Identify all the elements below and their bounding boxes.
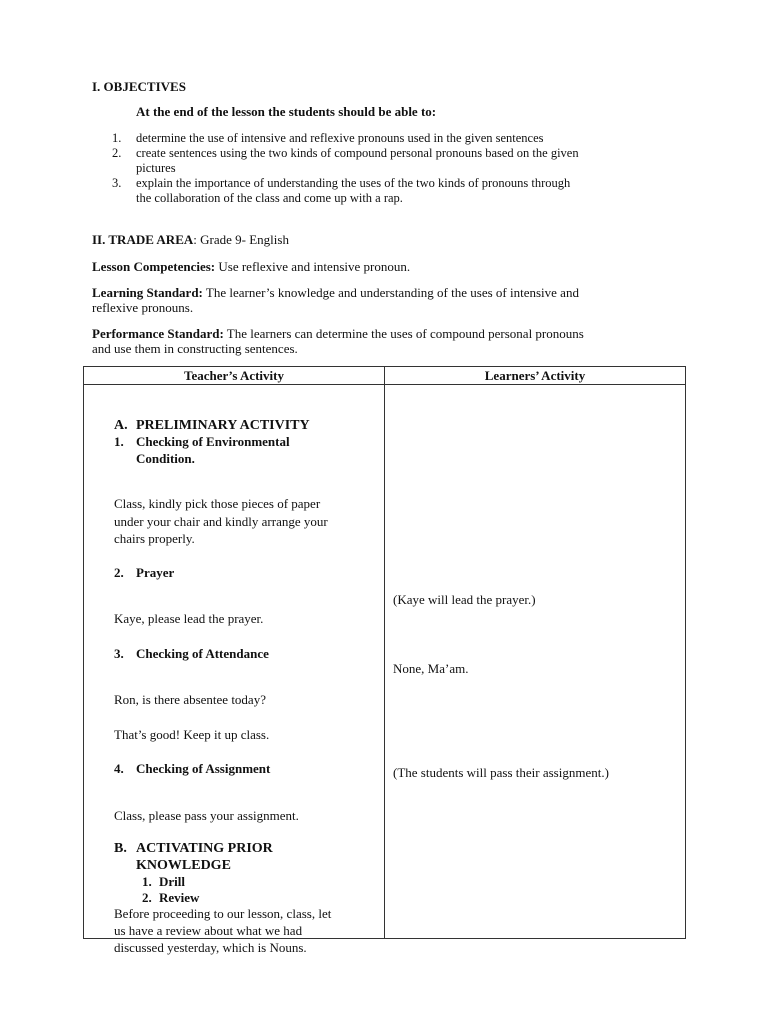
learners-activity-header: Learners’ Activity <box>385 367 686 385</box>
objective-number: 1. <box>112 131 122 145</box>
step-title: Prayer <box>136 565 175 580</box>
objective-text: the collaboration of the class and come up with a rap. <box>136 191 403 205</box>
learning-standard-text-cont: reflexive pronouns. <box>92 300 194 315</box>
step-title: Checking of Attendance <box>136 646 269 661</box>
teacher-instruction: Class, kindly pick those pieces of paper <box>114 496 321 511</box>
objective-number: 3. <box>112 176 122 190</box>
learning-standard <box>92 285 579 301</box>
table-row <box>84 385 686 939</box>
objective-number: 2. <box>112 146 122 160</box>
step-title: Checking of Environmental <box>136 434 290 449</box>
teacher-instruction: discussed yesterday, which is Nouns. <box>114 940 307 955</box>
competencies-label: Lesson Competencies: <box>92 259 216 274</box>
teacher-instruction: Before proceeding to our lesson, class, let <box>114 906 332 921</box>
trade-area-value: : Grade 9- English <box>193 232 289 247</box>
step-number: 1. <box>114 434 124 449</box>
lesson-competencies <box>92 259 410 275</box>
objectives-intro: At the end of the lesson the students should be able to: <box>136 104 437 119</box>
section-a-title: PRELIMINARY ACTIVITY <box>136 418 310 433</box>
competencies-value: Use reflexive and intensive pronoun. <box>215 259 411 274</box>
learner-response: (Kaye will lead the prayer.) <box>393 592 536 607</box>
objective-text: create sentences using the two kinds of compound personal pronouns based on the given <box>136 146 579 160</box>
learner-response: (The students will pass their assignment.) <box>393 765 609 780</box>
teacher-instruction: Class, please pass your assignment. <box>114 808 299 823</box>
teacher-instruction: Kaye, please lead the prayer. <box>114 611 264 626</box>
section-b-title: ACTIVATING PRIOR <box>136 841 273 856</box>
learning-standard-label: Learning Standard: <box>92 285 203 300</box>
teacher-instruction: chairs properly. <box>114 531 195 546</box>
section-b-label: B. <box>114 841 127 856</box>
performance-standard-label: Performance Standard: <box>92 326 224 341</box>
step-number: 2. <box>114 565 124 580</box>
step-title: Checking of Assignment <box>136 761 271 776</box>
teacher-activity-header: Teacher’s Activity <box>84 367 385 385</box>
step-number: 1. <box>142 874 152 889</box>
teacher-activity-cell <box>84 385 385 955</box>
table-header-row <box>84 367 686 385</box>
step-title: Drill <box>159 874 185 889</box>
trade-area <box>92 232 289 248</box>
learning-standard-text: The learner’s knowledge and understanding of the uses of intensive and <box>202 285 579 300</box>
objective-text: pictures <box>136 161 176 175</box>
objective-text: determine the use of intensive and reflexive pronouns used in the given sentences <box>136 131 544 145</box>
performance-standard <box>92 326 584 342</box>
teacher-instruction: Ron, is there absentee today? <box>114 692 266 707</box>
teacher-instruction: under your chair and kindly arrange your <box>114 514 328 529</box>
activity-table <box>83 366 686 955</box>
step-title: Review <box>159 890 200 905</box>
teacher-instruction: us have a review about what we had <box>114 923 303 938</box>
learners-activity-cell <box>385 385 686 939</box>
teacher-instruction: That’s good! Keep it up class. <box>114 727 270 742</box>
performance-standard-text-cont: and use them in constructing sentences. <box>92 341 298 356</box>
objectives-heading: I. OBJECTIVES <box>92 79 186 94</box>
step-number: 3. <box>114 646 124 661</box>
step-number: 4. <box>114 761 124 776</box>
step-number: 2. <box>142 890 152 905</box>
objective-text: explain the importance of understanding the uses of the two kinds of pronouns through <box>136 176 571 190</box>
section-a-label: A. <box>114 418 128 433</box>
performance-standard-text: The learners can determine the uses of compound personal pronouns <box>223 326 584 341</box>
step-title: Condition. <box>136 451 195 466</box>
section-b-title: KNOWLEDGE <box>136 858 231 873</box>
learner-response: None, Ma’am. <box>393 661 469 676</box>
trade-area-label: II. TRADE AREA <box>92 232 194 247</box>
